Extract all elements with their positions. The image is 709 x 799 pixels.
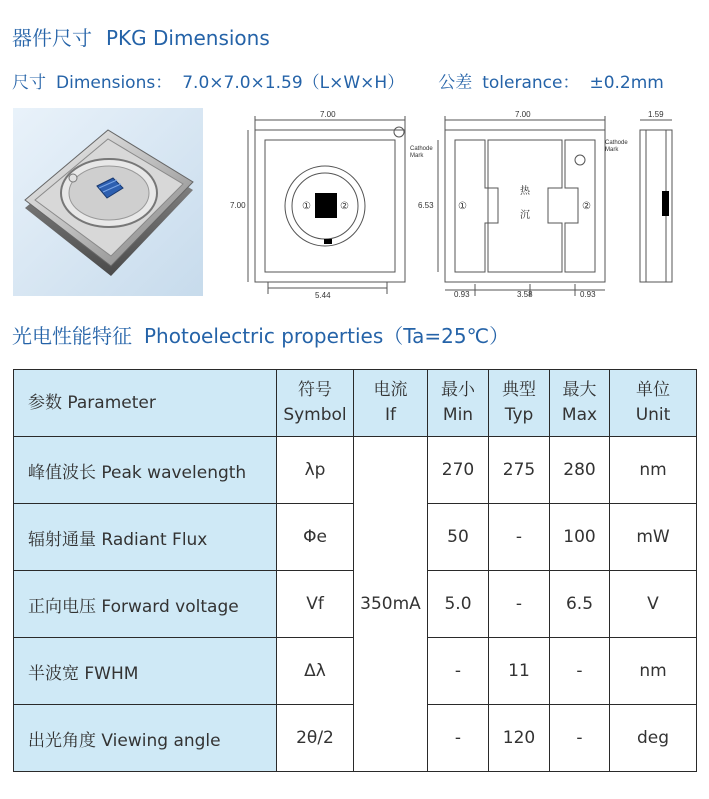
- bottom-cathode-line2: Mark: [605, 147, 619, 153]
- bottom-view-width-label: 7.00: [515, 110, 531, 119]
- pad-right-dim: 0.93: [580, 290, 596, 299]
- dimensions-label-en: Dimensions：: [56, 73, 173, 93]
- led-package-photo: [13, 108, 203, 296]
- row-unit: nm: [610, 638, 697, 705]
- row-typ: 275: [489, 437, 550, 504]
- row-typ: -: [489, 504, 550, 571]
- photoelectric-heading-en: Photoelectric properties（Ta=25℃）: [144, 324, 510, 348]
- tolerance-value: ±0.2mm: [589, 73, 664, 93]
- dimensions-value: 7.0×7.0×1.59（L×W×H）: [182, 73, 405, 93]
- side-height-label: 1.59: [648, 110, 664, 119]
- heat-sink-char2: 沉: [520, 210, 530, 221]
- photoelectric-heading: [12, 320, 509, 349]
- row-parameter: 出光角度 Viewing angle: [14, 705, 277, 772]
- pkg-dimensions-heading: [12, 22, 270, 51]
- current-value-cell: 350mA: [354, 437, 428, 772]
- tolerance-label-cn: 公差: [438, 73, 473, 93]
- header-typ: 典型 Typ: [489, 370, 550, 437]
- row-min: 270: [428, 437, 489, 504]
- row-min: 5.0: [428, 571, 489, 638]
- table-row: [14, 437, 697, 504]
- photoelectric-table: [13, 369, 697, 772]
- row-symbol: 2θ/2: [277, 705, 354, 772]
- row-max: 280: [550, 437, 610, 504]
- bottom-pin2-label: ②: [582, 201, 591, 212]
- bottom-cathode-line1: Cathode: [605, 140, 628, 146]
- row-unit: nm: [610, 437, 697, 504]
- row-typ: 11: [489, 638, 550, 705]
- row-parameter: 峰值波长 Peak wavelength: [14, 437, 277, 504]
- row-min: -: [428, 638, 489, 705]
- header-unit: 单位 Unit: [610, 370, 697, 437]
- heat-sink-char1: 热: [520, 186, 530, 197]
- row-symbol: Δλ: [277, 638, 354, 705]
- row-min: -: [428, 705, 489, 772]
- dimensions-label-cn: 尺寸: [12, 73, 46, 93]
- row-unit: V: [610, 571, 697, 638]
- row-max: 100: [550, 504, 610, 571]
- bottom-view-height-label: 6.53: [418, 201, 434, 210]
- row-parameter: 半波宽 FWHM: [14, 638, 277, 705]
- row-typ: 120: [489, 705, 550, 772]
- pad-center-dim: 3.58: [517, 290, 533, 299]
- heading-cn: 器件尺寸: [12, 26, 92, 50]
- pin2-label: ②: [340, 201, 349, 212]
- row-max: 6.5: [550, 571, 610, 638]
- row-max: -: [550, 638, 610, 705]
- header-current: 电流 If: [354, 370, 428, 437]
- bottom-pin1-label: ①: [458, 201, 467, 212]
- header-symbol: 符号 Symbol: [277, 370, 354, 437]
- row-typ: -: [489, 571, 550, 638]
- cathode-mark-line1: Cathode: [410, 146, 433, 152]
- pad-left-dim: 0.93: [454, 290, 470, 299]
- row-parameter: 正向电压 Forward voltage: [14, 571, 277, 638]
- row-parameter: 辐射通量 Radiant Flux: [14, 504, 277, 571]
- top-width-label: 7.00: [320, 110, 336, 119]
- row-max: -: [550, 705, 610, 772]
- row-min: 50: [428, 504, 489, 571]
- dimensions-line: [12, 68, 674, 93]
- bottom-width-label: 5.44: [315, 291, 331, 300]
- pin1-label: ①: [302, 201, 311, 212]
- top-height-label: 7.00: [230, 201, 246, 210]
- row-symbol: Vf: [277, 571, 354, 638]
- row-unit: deg: [610, 705, 697, 772]
- header-parameter: 参数 Parameter: [14, 370, 277, 437]
- photoelectric-heading-cn: 光电性能特征: [12, 324, 132, 348]
- heading-en: PKG Dimensions: [106, 26, 270, 50]
- row-unit: mW: [610, 504, 697, 571]
- cathode-mark-line2: Mark: [410, 153, 424, 159]
- row-symbol: Φe: [277, 504, 354, 571]
- dimension-drawing: [230, 108, 700, 300]
- table-header-row: [14, 370, 697, 437]
- row-symbol: λp: [277, 437, 354, 504]
- tolerance-label-en: tolerance：: [482, 73, 580, 93]
- header-min: 最小 Min: [428, 370, 489, 437]
- header-max: 最大 Max: [550, 370, 610, 437]
